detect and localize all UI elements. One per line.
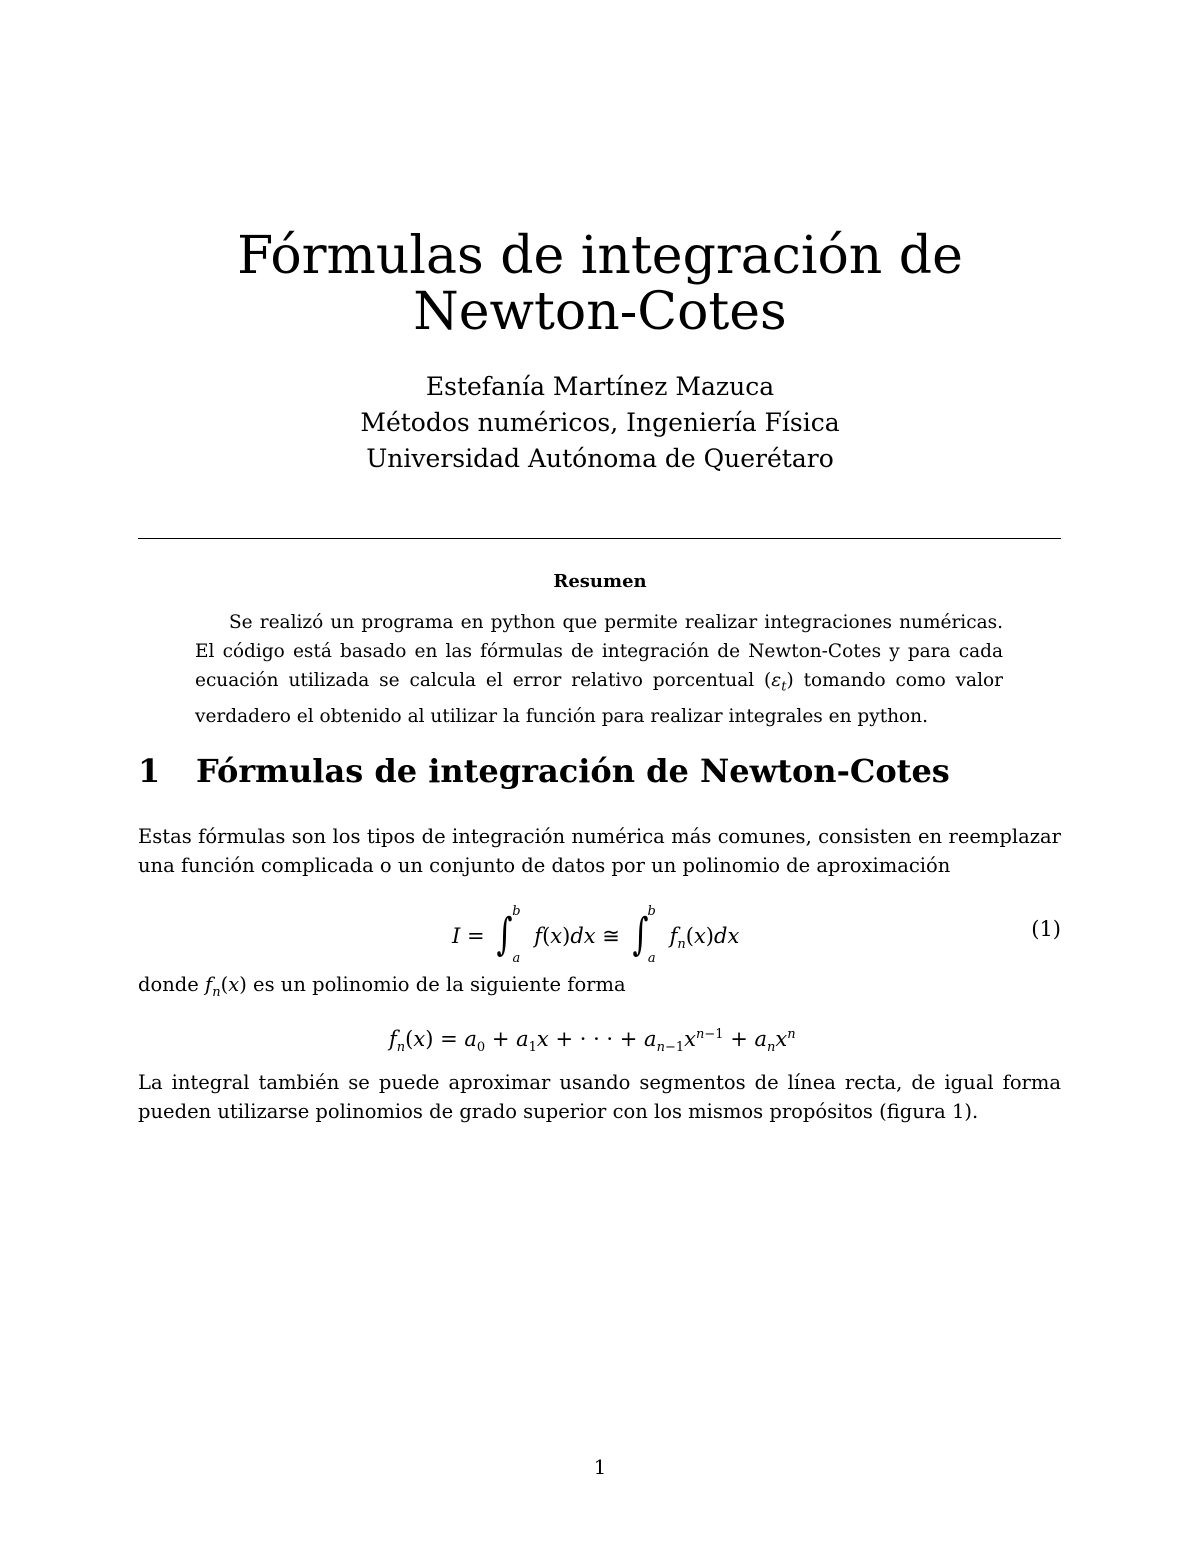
title-divider [138,538,1061,539]
paragraph-1-line-1: Estas fórmulas son los tipos de integración numérica más comunes, consisten en reemplazar [138,825,1061,848]
error-symbol: ε [771,670,782,691]
page-number: 1 [593,1455,607,1479]
abstract-heading: Resumen [553,571,647,592]
section-number: 1 [138,752,161,790]
donde-suffix: es un polinomio de la siguiente forma [246,973,626,996]
paragraph-2-line-1: La integral también se puede aproximar usando segmentos de línea recta, de igual forma [138,1071,1061,1094]
donde-prefix: donde [138,973,206,996]
equation-polynomial: $f_n(x) = a_0 + a_1x$ + · · · + $a_{n-1}x^{n-1} + a_nx^n$ [389,1027,796,1056]
author-course: Métodos numéricos, Ingeniería Física [360,408,840,437]
donde-line: donde $f_n(x)$ es un polinomio de la siguiente forma [138,973,626,1000]
equation-1-number: (1) [1031,917,1061,941]
author-name: Estefanía Martínez Mazuca [425,372,775,401]
abstract-text-end: ) tomando como valor verdadero el obtenido al utilizar la función para realizar integrales en python. [195,670,1003,727]
paper-title-line-1: Fórmulas de integración de [237,226,963,286]
section-heading [138,752,950,790]
paragraph-1-line-2: una función complicada o un conjunto de datos por un polinomio de aproximación [138,854,951,877]
paper-title-line-2: Newton-Cotes [413,282,787,342]
paragraph-2-line-2: pueden utilizarse polinomios de grado superior con los mismos propósitos (figura 1). [138,1100,979,1123]
section-title: Fórmulas de integración de Newton-Cotes [196,752,950,790]
author-university: Universidad Autónoma de Querétaro [366,444,834,473]
abstract-body [195,608,1003,731]
abstract-text-start: Se realizó un programa en python que permite realizar integraciones numéricas. El código está basado en las fórmulas de integración de Newton-Cotes y para cada ecuación utilizada se calcula el error relativo porcentual ( [195,612,1003,691]
equation-1: I = ∫$^b_a$f(x)dx ≅ $\int^b_af_n(x)dx$ [452,904,740,967]
error-subscript: t [781,679,787,695]
